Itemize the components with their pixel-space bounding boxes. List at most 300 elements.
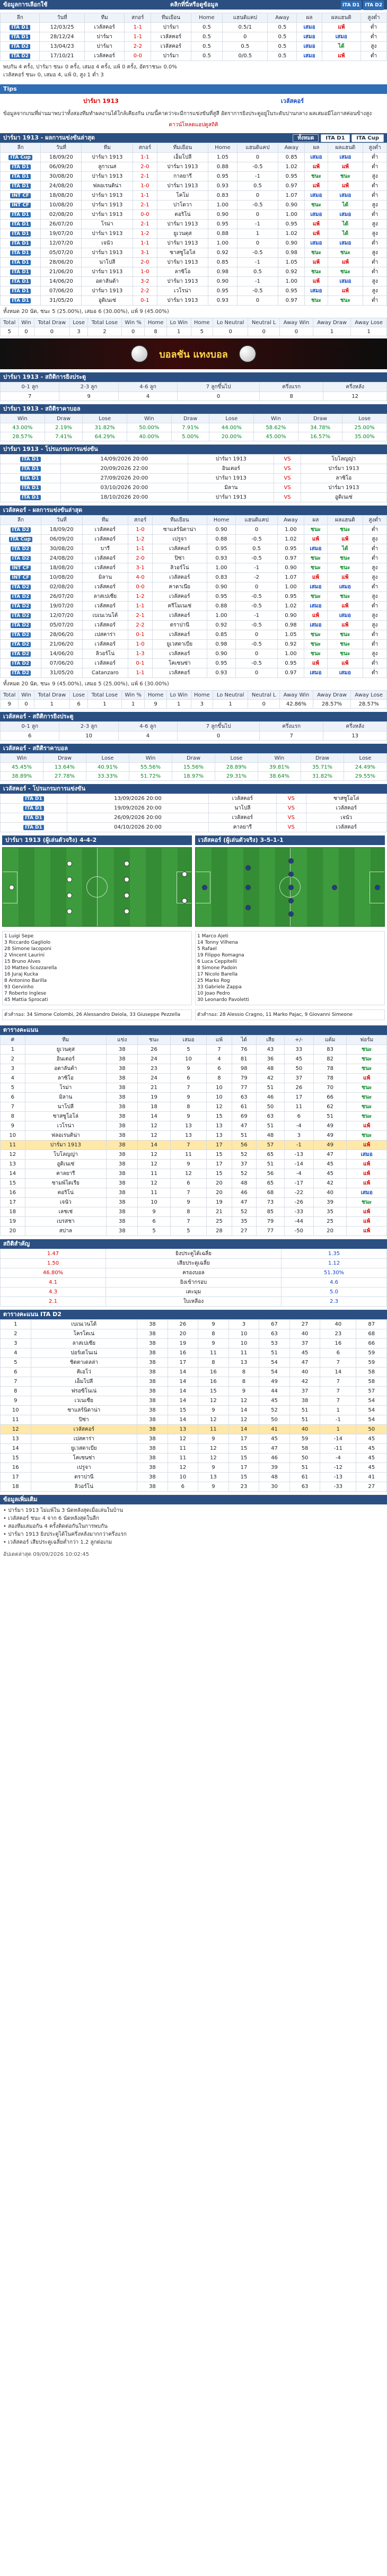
odds-away-title: [0, 744, 387, 753]
standings-cell: 7: [1, 1102, 25, 1112]
table-cell: 0.5: [191, 32, 223, 42]
table-cell: แพ้: [305, 181, 328, 191]
league-cell: [1, 162, 41, 172]
table-cell: 0.88: [207, 602, 236, 611]
schedule-row[interactable]: [1, 493, 387, 502]
schedule-row[interactable]: [1, 455, 387, 464]
recent-home-row[interactable]: [1, 172, 387, 181]
table-cell: 0.5: [237, 267, 278, 277]
recent-away-row[interactable]: [1, 649, 387, 659]
schedule-cell: 19/09/2026 20:00: [67, 804, 208, 813]
player-marker[interactable]: [288, 872, 294, 877]
player-name[interactable]: 28 Simone Iacoponi: [4, 946, 51, 952]
standings-cell: 47: [313, 1150, 347, 1160]
standings-row[interactable]: [1, 1377, 387, 1387]
stats-column-header: Win %: [121, 318, 145, 327]
league-cell: [1, 248, 41, 258]
table-cell: 0.5/1: [223, 23, 268, 32]
stats-column-header: Neutral L: [248, 691, 280, 700]
recent-away-row[interactable]: [1, 592, 387, 602]
player-marker[interactable]: [67, 877, 72, 882]
standings2-title: [0, 1310, 387, 1319]
stats-cell: 28.57%: [313, 700, 350, 709]
stats-column-header: Home: [191, 691, 213, 700]
table-cell: 0.93: [207, 668, 236, 678]
standings-row[interactable]: [1, 1207, 387, 1217]
league-badge: ITA D2: [11, 661, 31, 666]
standings-cell: 98: [232, 1064, 257, 1074]
recent-away-row[interactable]: [1, 621, 387, 630]
standings-cell: 18: [1, 1482, 31, 1492]
table-cell: 0.90: [208, 277, 237, 286]
player-marker[interactable]: [67, 893, 72, 898]
standings-cell: 12: [198, 1415, 229, 1425]
player-marker[interactable]: [245, 865, 251, 871]
table-cell: บารี: [82, 544, 128, 554]
player-name[interactable]: 10 Joao Pedro: [197, 991, 230, 996]
schedule-cell: เวลัสคอร์: [208, 794, 276, 804]
standings-cell: -12: [320, 1463, 356, 1473]
table-cell: 2-1: [133, 172, 157, 181]
stats-cell: 1: [87, 700, 121, 709]
standings-row[interactable]: [1, 1217, 387, 1226]
recent-away-row[interactable]: [1, 602, 387, 611]
stats-cell: 1: [213, 700, 248, 709]
standings-cell: 17: [228, 1463, 259, 1473]
key-stat-away: 51.30%: [281, 1268, 386, 1278]
table-cell: ลูกาเนส: [82, 162, 133, 172]
player-name[interactable]: 8 Antonino Barilla: [4, 978, 47, 984]
player-marker[interactable]: [182, 872, 187, 877]
standings-cell: 52: [232, 1150, 257, 1160]
league-badge: ITA D1: [10, 269, 31, 275]
standings-cell: 57: [356, 1387, 387, 1396]
player-marker[interactable]: [124, 909, 129, 914]
table-cell: ซาแลร์นิตาน่า: [152, 525, 207, 535]
table-cell: เปสคาร่า: [82, 630, 128, 640]
table-cell: 0.95: [208, 220, 237, 229]
table-cell: ต่ำ: [363, 153, 387, 162]
standings-row[interactable]: [1, 1320, 387, 1329]
table-header: [1, 143, 387, 153]
standings-row[interactable]: [1, 1387, 387, 1396]
standings-cell: ซามพ์โดเรีย: [25, 1179, 107, 1188]
standings-row[interactable]: [1, 1093, 387, 1102]
table-cell: 0.97: [278, 296, 305, 306]
standings-row[interactable]: [1, 1121, 387, 1131]
odds-cell: Win: [1, 414, 45, 423]
table-cell: 0.98: [208, 267, 237, 277]
schedule-row[interactable]: [1, 794, 387, 804]
player-name[interactable]: 45 Mattia Sprocati: [4, 997, 48, 1003]
filter-ita-d2[interactable]: ITA D2: [363, 1, 384, 10]
player-marker[interactable]: [67, 861, 72, 866]
notes-title-text: ข้อมูลเพิ่มเติม: [3, 1496, 38, 1503]
recent-away-row[interactable]: [1, 563, 387, 573]
table-cell: เสมอ: [305, 210, 328, 220]
standings-cell: 37: [289, 1387, 320, 1396]
odds-cell: 16.57%: [298, 432, 342, 441]
tab-ita-cup[interactable]: ITA Cup: [351, 134, 384, 142]
standings-row[interactable]: [1, 1339, 387, 1348]
odds-cell: Draw: [172, 754, 215, 763]
table-cell: 1-1: [133, 153, 157, 162]
player-name[interactable]: 25 Marko Rog: [197, 978, 230, 984]
standings-cell: 13: [1, 1434, 31, 1444]
recent-home-row[interactable]: [1, 248, 387, 258]
standings-row[interactable]: [1, 1415, 387, 1425]
table-cell: ต่ำ: [363, 544, 386, 554]
league-cell: [1, 640, 41, 649]
standings-row[interactable]: [1, 1368, 387, 1377]
player-marker[interactable]: [288, 898, 294, 903]
standings-cell: 49: [259, 1377, 290, 1387]
ads-text[interactable]: ดาวน์โหลดแอปดูสถิติ: [169, 122, 218, 128]
standings-row[interactable]: [1, 1160, 387, 1169]
player-name[interactable]: 10 Matteo Scozzarella: [4, 965, 57, 971]
standings-row[interactable]: [1, 1444, 387, 1454]
standings-row[interactable]: [1, 1434, 387, 1444]
table-cell: 3-1: [133, 248, 157, 258]
recent-home-row[interactable]: [1, 162, 387, 172]
standings-cell: แพ้: [347, 1226, 387, 1236]
table-cell: ต่ำ: [363, 162, 387, 172]
table-cell: 0: [237, 191, 278, 201]
standings-cell: 9: [170, 1093, 207, 1102]
table-cell: เสมอ: [328, 239, 363, 248]
standings-cell: 15: [228, 1444, 259, 1454]
table-cell: 3-1: [128, 563, 153, 573]
standings-cell: 14: [138, 1112, 170, 1121]
player-name[interactable]: 93 Gervinho: [4, 985, 34, 990]
table-cell: ปาร์มา: [84, 32, 125, 42]
standings-cell: 9: [1, 1121, 25, 1131]
schedule-row[interactable]: [1, 474, 387, 483]
recent-away-row[interactable]: [1, 535, 387, 544]
schedule-row[interactable]: [1, 823, 387, 832]
stats-column-header: Home: [191, 318, 213, 327]
table-cell: แพ้: [305, 258, 328, 267]
standings-cell: 51: [257, 1083, 285, 1093]
player-marker[interactable]: [124, 877, 129, 882]
h2h-row[interactable]: [1, 51, 387, 61]
odds-cell: 25.00%: [342, 423, 387, 432]
recent-home-row[interactable]: [1, 267, 387, 277]
player-marker[interactable]: [288, 885, 294, 890]
column-header: แฮนดิแคป: [236, 516, 277, 525]
stats-cell: 1: [313, 327, 350, 336]
recent-home-row[interactable]: [1, 296, 387, 306]
player-name[interactable]: 6 Luca Ceppitelli: [197, 959, 237, 964]
player-marker[interactable]: [202, 885, 207, 890]
standings-cell: 1: [1, 1045, 25, 1055]
player-name[interactable]: 3 Riccardo Gagliolo: [4, 940, 51, 945]
standings-row[interactable]: [1, 1055, 387, 1064]
league-badge: ITA D2: [10, 44, 30, 49]
column-header: แฮนดิแคป: [237, 143, 278, 153]
table-cell: ชนะ: [304, 563, 328, 573]
player-marker[interactable]: [375, 885, 380, 890]
standings-cell: แพ้: [347, 1169, 387, 1179]
player-name[interactable]: 17 Nicolo Barella: [197, 972, 238, 977]
standings-row[interactable]: [1, 1348, 387, 1358]
table-cell: ชนะ: [328, 248, 363, 258]
table-cell: ชนะ: [304, 592, 328, 602]
table-cell: 31/05/20: [41, 296, 82, 306]
player-name[interactable]: 2 Vincent Laurini: [4, 953, 45, 958]
h2h-row[interactable]: [1, 32, 387, 42]
table-cell: สูง: [363, 563, 386, 573]
schedule-cell: 04/10/2026 20:00: [67, 823, 208, 832]
schedule-row[interactable]: [1, 464, 387, 474]
table-cell: เบเนเวนโต้: [82, 611, 128, 621]
standings-row[interactable]: [1, 1150, 387, 1160]
player-name[interactable]: 1 Luigi Sepe: [4, 934, 34, 939]
table-cell: เปรูจา: [152, 535, 207, 544]
standings-row[interactable]: [1, 1425, 387, 1434]
column-header: Home: [191, 13, 223, 23]
league-cell: [1, 286, 41, 296]
ad-banner[interactable]: [0, 338, 387, 369]
standings2-title-text: ตารางคะแนน ITA D2: [3, 1311, 61, 1318]
league-badge: ITA D2: [11, 642, 31, 647]
recent-home-row[interactable]: [1, 191, 387, 201]
goal-cell: 4: [118, 732, 177, 741]
player-marker[interactable]: [288, 911, 294, 917]
recent-home-row[interactable]: [1, 229, 387, 239]
player-marker[interactable]: [124, 861, 129, 866]
odds-cell: 64.29%: [83, 432, 127, 441]
player-name[interactable]: 8 Simone Padoin: [197, 965, 238, 971]
standings-cell: 38: [107, 1093, 138, 1102]
standings-table: [0, 1035, 387, 1236]
stats-cell: 8: [145, 327, 166, 336]
player-marker[interactable]: [9, 885, 14, 890]
recent-away-row[interactable]: [1, 659, 387, 668]
recent-away-row[interactable]: [1, 554, 387, 563]
standings-cell: 38: [107, 1121, 138, 1131]
key-stat-away: 5.0: [281, 1287, 386, 1297]
recent-home-row[interactable]: [1, 201, 387, 210]
table-cell: สูง: [363, 621, 386, 630]
standings-cell: 12: [198, 1454, 229, 1463]
table-cell: เสมอ: [305, 239, 328, 248]
goal-column-header: ครึ่งหลัง: [323, 382, 387, 392]
standings-cell: 38: [137, 1339, 168, 1348]
player-name[interactable]: 33 Gabriele Zappa: [197, 985, 242, 990]
standings-cell: 6: [168, 1482, 198, 1492]
standings-row[interactable]: [1, 1045, 387, 1055]
standings-row[interactable]: [1, 1112, 387, 1121]
table-cell: เสมอ: [327, 668, 363, 678]
standings-row[interactable]: [1, 1396, 387, 1406]
recent-away-row[interactable]: [1, 668, 387, 678]
recent-away-row[interactable]: [1, 582, 387, 592]
table-cell: ครีโมเนเซ่: [152, 602, 207, 611]
recent-home-row[interactable]: [1, 258, 387, 267]
standings-cell: 10: [170, 1055, 207, 1064]
player-marker[interactable]: [67, 909, 72, 914]
recent-home-row[interactable]: [1, 220, 387, 229]
standings-row[interactable]: [1, 1482, 387, 1492]
player-marker[interactable]: [245, 905, 251, 910]
standings-cell: 56: [232, 1141, 257, 1150]
recent-away-section: [0, 506, 387, 709]
table-cell: 0.85: [207, 630, 236, 640]
league-badge: ITA D1: [10, 279, 31, 284]
standings-row[interactable]: [1, 1454, 387, 1463]
recent-home-row[interactable]: [1, 210, 387, 220]
standings-row[interactable]: [1, 1358, 387, 1368]
player-marker[interactable]: [332, 885, 337, 890]
table-cell: 26/07/20: [41, 592, 82, 602]
recent-away-row[interactable]: [1, 573, 387, 582]
standings-row[interactable]: [1, 1102, 387, 1112]
standings-cell: 11: [1, 1141, 25, 1150]
recent-away-row[interactable]: [1, 630, 387, 640]
player-name[interactable]: 5 Rafael: [197, 946, 217, 952]
top-mid-label[interactable]: คลิกที่นี่หรือดูข้อมูล: [170, 1, 218, 8]
standings-row[interactable]: [1, 1188, 387, 1198]
table-header: [1, 13, 387, 23]
recent-home-row[interactable]: [1, 239, 387, 248]
column-header: ลีก: [1, 13, 40, 23]
player-marker[interactable]: [245, 885, 251, 890]
player-marker[interactable]: [288, 858, 294, 864]
player-name[interactable]: 7 Roberto Inglese: [4, 991, 47, 996]
schedule-row[interactable]: [1, 813, 387, 823]
table-cell: แพ้: [305, 220, 328, 229]
odds-cell: 38.64%: [258, 772, 301, 781]
standings-column-header: แพ้: [207, 1035, 232, 1045]
standings-row[interactable]: [1, 1463, 387, 1473]
standings-row[interactable]: [1, 1131, 387, 1141]
standings-cell: เอ็มโปลี: [31, 1377, 137, 1387]
player-name[interactable]: 1 Marco Ajeti: [197, 934, 228, 939]
standings-row[interactable]: [1, 1074, 387, 1083]
player-name[interactable]: 15 Bruno Alves: [4, 959, 41, 964]
table-cell: 18/08/20: [41, 563, 82, 573]
player-name[interactable]: 30 Leonardo Pavoletti: [197, 997, 250, 1003]
table-cell: ต่ำ: [363, 258, 387, 267]
table-cell: 28/06/20: [41, 630, 82, 640]
h2h-row[interactable]: [1, 42, 387, 51]
standings-cell: 6: [138, 1217, 170, 1226]
table-cell: 19/07/20: [41, 229, 82, 239]
standings-row[interactable]: [1, 1083, 387, 1093]
filter-ita-d1[interactable]: ITA D1: [341, 1, 362, 10]
standings-cell: 15: [228, 1473, 259, 1482]
standings-cell: 14: [1, 1444, 31, 1454]
recent-away-row[interactable]: [1, 544, 387, 554]
recent-home-row[interactable]: [1, 277, 387, 286]
tab-ita-d1[interactable]: ITA D1: [321, 134, 349, 142]
league-badge: ITA D2: [11, 671, 31, 676]
table-cell: 1-1: [128, 602, 153, 611]
standings-cell: คิเอโว่: [31, 1368, 137, 1377]
standings-cell: แพ้: [347, 1160, 387, 1169]
player-name[interactable]: 14 Tonny Vilhena: [197, 940, 238, 945]
h2h-row[interactable]: [1, 23, 387, 32]
standings-cell: โคเซนซ่า: [31, 1454, 137, 1463]
recent-away-row[interactable]: [1, 640, 387, 649]
standings-cell: 6: [320, 1348, 356, 1358]
recent-home-row[interactable]: [1, 153, 387, 162]
table-cell: 1.00: [277, 649, 304, 659]
table-cell: 0: [237, 239, 278, 248]
standings-cell: ชนะ: [347, 1045, 387, 1055]
league-badge: ITA D1: [10, 212, 31, 217]
table-cell: สูง: [363, 220, 387, 229]
standings-row[interactable]: [1, 1198, 387, 1207]
table-cell: เวลัสคอร์: [84, 51, 125, 61]
standings-cell: 27: [232, 1226, 257, 1236]
odds-cell: 40.91%: [86, 763, 129, 772]
table-cell: 0.95: [277, 659, 304, 668]
table-cell: แพ้: [328, 286, 363, 296]
table-cell: สูง: [363, 573, 386, 582]
table-cell: 1.00: [278, 277, 305, 286]
standings-cell: 8: [1, 1387, 31, 1396]
table-cell: ต่ำ: [363, 191, 387, 201]
recent-away-row[interactable]: [1, 611, 387, 621]
standings-row[interactable]: [1, 1179, 387, 1188]
table-cell: -1: [237, 277, 278, 286]
table-cell: แพ้: [328, 181, 363, 191]
player-marker[interactable]: [124, 893, 129, 898]
table-cell: แพ้: [327, 621, 363, 630]
standings-row[interactable]: [1, 1473, 387, 1482]
player-marker[interactable]: [182, 898, 187, 903]
table-cell: Catanzaro: [82, 668, 128, 678]
league-cell: [1, 296, 41, 306]
standings-cell: 45: [259, 1434, 290, 1444]
standings-row[interactable]: [1, 1141, 387, 1150]
standings-row[interactable]: [1, 1169, 387, 1179]
standings-cell: 40: [320, 1320, 356, 1329]
column-header: ผล: [297, 13, 322, 23]
table-cell: 1.00: [207, 563, 236, 573]
player-name[interactable]: 16 Juraj Kucka: [4, 972, 38, 977]
standings-column-header: แข่ง: [107, 1035, 138, 1045]
table-cell: -0.5: [236, 602, 277, 611]
stats-column-header: Away Win: [279, 691, 313, 700]
recent-away-row[interactable]: [1, 525, 387, 535]
league-badge: ITA D1: [10, 241, 31, 246]
recent-home-row[interactable]: [1, 181, 387, 191]
standings-row[interactable]: [1, 1329, 387, 1339]
standings-cell: เปสคาร่า: [31, 1434, 137, 1444]
table-cell: เสมอ: [327, 582, 363, 592]
standings-title-text: ตารางคะแนน: [3, 1026, 39, 1033]
tab-all[interactable]: ทั้งหมด: [293, 134, 319, 142]
schedule-row[interactable]: [1, 804, 387, 813]
standings-cell: เวลัสคอร์: [31, 1425, 137, 1434]
standings-cell: 4: [1, 1348, 31, 1358]
stats-column-header: Lo Win: [166, 691, 191, 700]
table-cell: สูง: [363, 592, 386, 602]
key-stat-row: [1, 1287, 387, 1297]
schedule-row[interactable]: [1, 483, 387, 493]
standings-row[interactable]: [1, 1406, 387, 1415]
standings-row[interactable]: [1, 1064, 387, 1074]
standings-row[interactable]: [1, 1226, 387, 1236]
player-name[interactable]: 19 Filippo Romagna: [197, 953, 244, 958]
standings-cell: 38: [107, 1074, 138, 1083]
recent-home-row[interactable]: [1, 286, 387, 296]
odds-cell: Draw: [43, 754, 86, 763]
goal-row: [1, 732, 387, 741]
